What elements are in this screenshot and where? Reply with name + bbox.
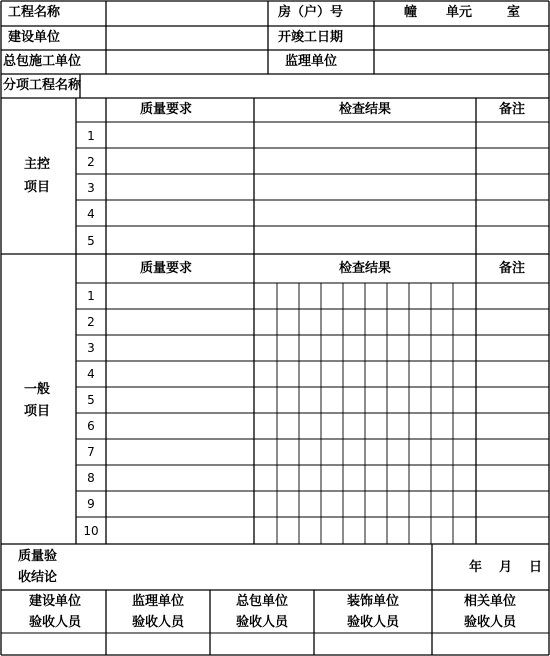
general-row-number: 5 bbox=[87, 393, 95, 407]
general-row-number: 3 bbox=[87, 341, 95, 355]
room-label: 室 bbox=[507, 5, 521, 20]
subitem-name-label: 分项工程名称 bbox=[3, 78, 82, 93]
general-row-number: 9 bbox=[87, 497, 95, 511]
main-result-header: 检查结果 bbox=[338, 102, 392, 117]
general-row-number: 7 bbox=[87, 445, 95, 459]
general-row-number: 2 bbox=[87, 315, 95, 329]
sign-role-decoration: 验收人员 bbox=[346, 615, 400, 630]
general-row-number: 1 bbox=[87, 289, 95, 303]
sign-unit-general-contractor: 总包单位 bbox=[235, 594, 289, 609]
month-label: 月 bbox=[499, 560, 513, 575]
general-row-number: 4 bbox=[87, 367, 95, 381]
general-quality-header: 质量要求 bbox=[139, 261, 193, 276]
sign-unit-supervision: 监理单位 bbox=[131, 594, 185, 609]
general-label-2: 项目 bbox=[24, 404, 51, 419]
main-control-label-1: 主控 bbox=[24, 157, 51, 172]
sign-unit-decoration: 装饰单位 bbox=[346, 594, 400, 609]
sign-role-supervision: 验收人员 bbox=[131, 615, 185, 630]
construction-unit-label: 建设单位 bbox=[8, 30, 61, 45]
day-label: 日 bbox=[529, 560, 543, 575]
conclusion-label-2: 收结论 bbox=[18, 570, 58, 585]
main-remark-header: 备注 bbox=[498, 102, 526, 117]
main-row-number: 2 bbox=[87, 155, 95, 169]
general-result-header: 检查结果 bbox=[338, 261, 392, 276]
main-control-label-2: 项目 bbox=[24, 180, 51, 195]
main-row-number: 3 bbox=[87, 181, 95, 195]
sign-unit-related: 相关单位 bbox=[463, 594, 517, 609]
sign-role-construction: 验收人员 bbox=[28, 615, 82, 630]
house-no-label: 房（户）号 bbox=[278, 5, 344, 20]
general-contractor-label: 总包施工单位 bbox=[3, 54, 82, 69]
year-label: 年 bbox=[469, 560, 483, 575]
project-name-label: 工程名称 bbox=[8, 5, 61, 20]
sign-role-general-contractor: 验收人员 bbox=[235, 615, 289, 630]
sign-role-related: 验收人员 bbox=[463, 615, 517, 630]
general-remark-header: 备注 bbox=[498, 261, 526, 276]
sign-unit-construction: 建设单位 bbox=[28, 594, 82, 609]
general-row-number: 8 bbox=[87, 471, 95, 485]
start-end-date-label: 开竣工日期 bbox=[278, 30, 344, 45]
main-quality-header: 质量要求 bbox=[139, 102, 193, 117]
general-row-number: 10 bbox=[83, 524, 99, 538]
supervision-unit-label: 监理单位 bbox=[285, 54, 338, 69]
general-label-1: 一般 bbox=[24, 382, 51, 397]
main-row-number: 5 bbox=[87, 234, 95, 248]
building-label: 幢 bbox=[404, 5, 418, 20]
unit-label: 单元 bbox=[446, 5, 473, 20]
main-row-number: 4 bbox=[87, 207, 95, 221]
main-row-number: 1 bbox=[87, 129, 95, 143]
general-row-number: 6 bbox=[87, 419, 95, 433]
conclusion-label-1: 质量验 bbox=[18, 549, 58, 564]
